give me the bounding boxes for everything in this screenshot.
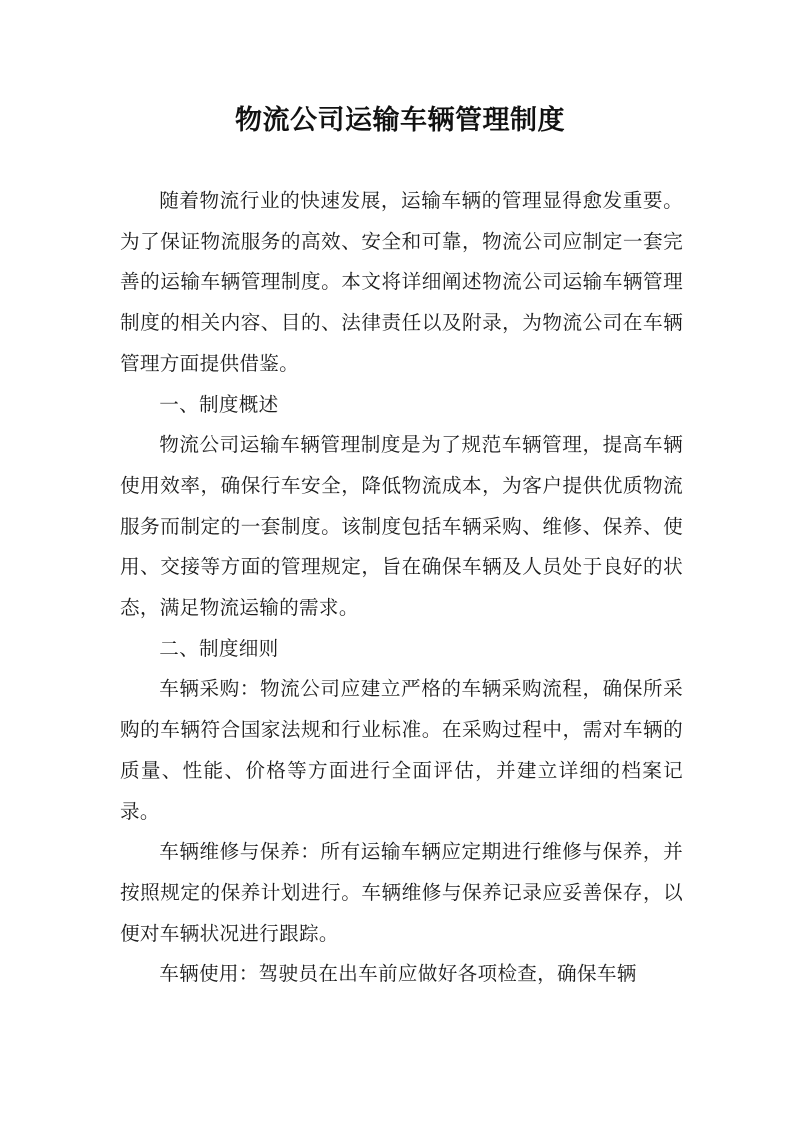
section-heading-details: 二、制度细则 [159, 636, 279, 660]
overview-paragraph: 物流公司运输车辆管理制度是为了规范车辆管理，提高车辆使用效率，确保行车安全，降低物流成本，为客户提供优质物流服务而制定的一套制度。该制度包括车辆采购、维修、保养、使用、交接等方面的管理规定，旨在确保车辆及人员处于良好的状态，满足物流运输的需求。 [120, 433, 683, 620]
intro-paragraph: 随着物流行业的快速发展，运输车辆的管理显得愈发重要。为了保证物流服务的高效、安全和可靠，物流公司应制定一套完善的运输车辆管理制度。本文将详细阐述物流公司运输车辆管理制度的相关内容、目的、法律责任以及附录，为物流公司在车辆管理方面提供借鉴。 [120, 189, 683, 375]
details-paragraph-maintenance: 车辆维修与保养：所有运输车辆应定期进行维修与保养，并按照规定的保养计划进行。车辆维修与保养记录应妥善保存，以便对车辆状况进行跟踪。 [120, 840, 683, 945]
document-title: 物流公司运输车辆管理制度 [235, 105, 565, 136]
details-paragraph-procurement: 车辆采购：物流公司应建立严格的车辆采购流程，确保所采购的车辆符合国家法规和行业标准。在采购过程中，需对车辆的质量、性能、价格等方面进行全面评估，并建立详细的档案记录。 [120, 677, 683, 823]
document-body [120, 181, 683, 995]
section-heading-overview: 一、制度概述 [159, 392, 279, 416]
details-paragraph-usage: 车辆使用：驾驶员在出车前应做好各项检查，确保车辆 [159, 962, 637, 986]
